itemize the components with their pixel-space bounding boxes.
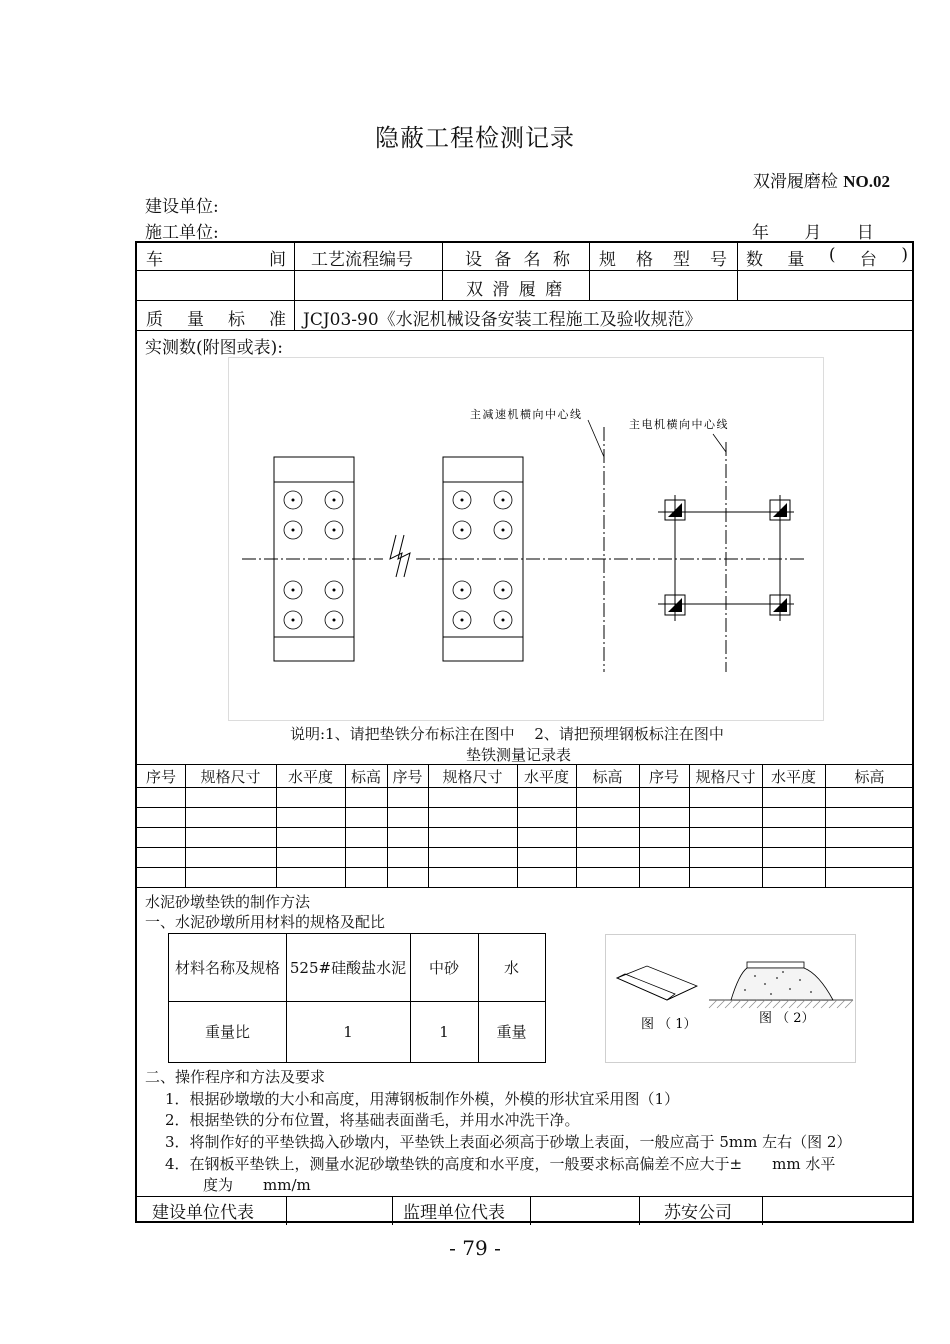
page-number: - 79 - (449, 1236, 501, 1260)
ratio-cement: 1 (343, 1022, 353, 1041)
quantity-header: 数 量 ( 台 ) (746, 245, 908, 270)
step-4-continued: 度为 mm/m (203, 1176, 311, 1194)
quality-standard-value: JCJ03-90《水泥机械设备安装工程施工及验收规范》 (303, 310, 702, 330)
equipment-name-value: 双 滑 履 磨 (466, 280, 565, 300)
doc-no-prefix: 双滑履磨检 (752, 172, 838, 192)
process-no-header: 工艺流程编号 (311, 250, 413, 270)
material-cement: 525#硅酸盐水泥 (289, 959, 407, 977)
measured-label: 实测数(附图或表): (145, 338, 283, 358)
step-4: 4．在钢板平垫铁上，测量水泥砂墩垫铁的高度和水平度，一般要求标高偏差不应大于± mm 水平 (165, 1155, 836, 1173)
method-title: 水泥砂墩垫铁的制作方法 (145, 893, 311, 911)
figure-2-label: 图 （ 2） (759, 1011, 815, 1026)
workshop-header: 车 间 (146, 250, 286, 270)
shim-header-size-1: 规格尺寸 (200, 768, 261, 786)
date-label: 年 月 日 (752, 223, 874, 243)
mortar-pier-figures (605, 934, 856, 1063)
contractor-label: 施工单位: (145, 223, 219, 243)
document-number (753, 167, 890, 192)
drawing-note: 说明:1、请把垫铁分布标注在图中 2、请把预埋钢板标注在图中 (290, 725, 724, 743)
method-section-2: 二、操作程序和方法及要求 (145, 1068, 326, 1086)
material-name-label: 材料名称及规格 (174, 959, 280, 977)
weight-ratio-label: 重量比 (204, 1023, 250, 1041)
material-sand: 中砂 (428, 959, 459, 977)
page-title: 隐蔽工程检测记录 (375, 124, 575, 152)
step-1: 1．根据砂墩墩的大小和高度，用薄钢板制作外模，外模的形状宜采用图（1） (165, 1090, 680, 1108)
reducer-centerline-label: 主减速机横向中心线 (470, 408, 583, 421)
supervisor-representative: 监理单位代表 (403, 1203, 505, 1223)
shim-header-level-1: 水平度 (287, 768, 333, 786)
owner-label: 建设单位: (145, 197, 219, 217)
shim-header-no-2: 序号 (392, 768, 423, 786)
shim-layout-drawing (228, 357, 824, 721)
shim-header-elev-3: 标高 (854, 768, 885, 786)
shim-table-title: 垫铁测量记录表 (466, 746, 572, 764)
figure-1-label: 图 （ 1） (641, 1017, 697, 1032)
ratio-sand: 1 (439, 1022, 449, 1041)
shim-header-size-3: 规格尺寸 (695, 768, 756, 786)
shim-header-no-3: 序号 (648, 768, 679, 786)
shim-header-level-2: 水平度 (523, 768, 569, 786)
owner-representative: 建设单位代表 (152, 1203, 254, 1223)
method-section-1: 一、水泥砂墩所用材料的规格及配比 (145, 913, 386, 931)
step-2: 2．根据垫铁的分布位置，将基础表面凿毛，并用水冲洗干净。 (165, 1111, 580, 1129)
equipment-name-header: 设 备 名 称 (465, 250, 570, 270)
spec-model-header: 规 格 型 号 (599, 250, 727, 270)
doc-no-value: NO.02 (843, 172, 890, 191)
shim-header-elev-2: 标高 (592, 768, 623, 786)
contractor-company: 苏安公司 (664, 1203, 732, 1223)
shim-header-level-3: 水平度 (770, 768, 816, 786)
ratio-water: 重量 (496, 1023, 527, 1041)
shim-header-elev-1: 标高 (350, 768, 381, 786)
quality-standard-label: 质 量 标 准 (146, 310, 286, 330)
material-water: 水 (503, 959, 519, 977)
motor-centerline-label: 主电机横向中心线 (629, 418, 729, 431)
step-3: 3．将制作好的平垫铁捣入砂墩内，平垫铁上表面必须高于砂墩上表面，一般应高于 5mm 左右（图 2） (165, 1133, 852, 1151)
shim-header-no-1: 序号 (145, 768, 176, 786)
shim-header-size-2: 规格尺寸 (442, 768, 503, 786)
